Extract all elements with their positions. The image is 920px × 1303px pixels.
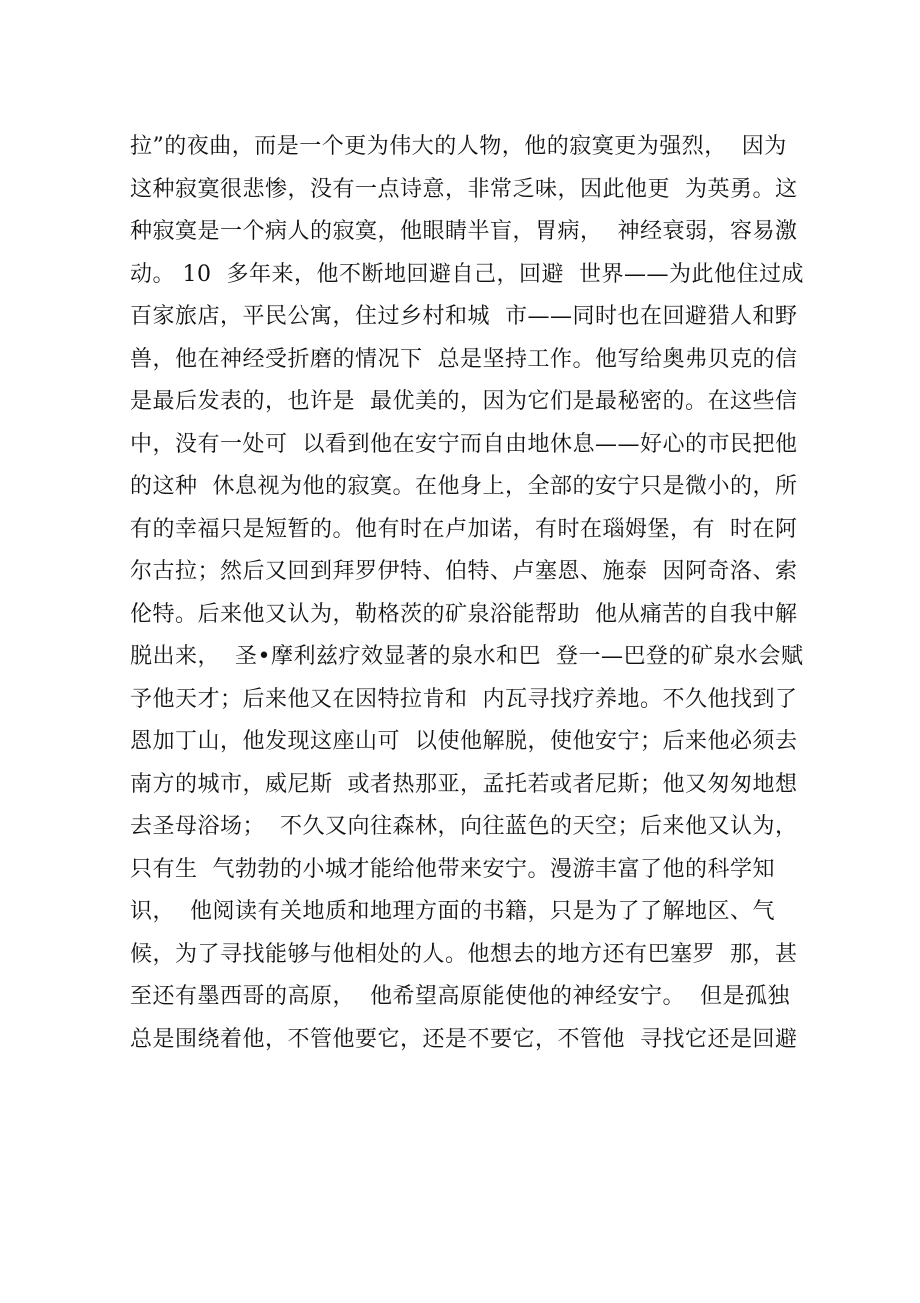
text-line: 有的幸福只是短暂的。他有时在卢加诺，有时在瑙姆堡，有 时在阿 — [130, 516, 798, 542]
text-line: 候，为了寻找能够与他相处的人。他想去的地方还有巴塞罗 那，甚 — [130, 941, 798, 967]
text-line: 拉”的夜曲，而是一个更为伟大的人物，他的寂寞更为强烈， 因为 — [130, 134, 787, 159]
text-line: 总是围绕着他，不管他要它，还是不要它，不管他 寻找它还是回避 — [130, 1026, 798, 1052]
text-line: 动。 10 多年来，他不断地回避自己，回避 世界——为此他住过成 — [130, 261, 804, 287]
text-line: 中，没有一处可 以看到他在安宁而自由地休息——好心的市民把他 — [130, 431, 798, 457]
text-line: 脱出来， 圣•摩利兹疗效显著的泉水和巴 登一—巴登的矿泉水会赋 — [130, 644, 804, 669]
text-line: 只有生 气勃勃的小城才能给他带来安宁。漫游丰富了他的科学知 — [130, 856, 775, 882]
text-line: 南方的城市，威尼斯 或者热那亚，孟托若或者尼斯；他又匆匆地想 — [130, 771, 798, 797]
text-line: 这种寂寞很悲惨，没有一点诗意，非常乏味，因此他更 为英勇。这 — [130, 176, 798, 202]
text-line: 至还有墨西哥的高原， 他希望高原能使他的神经安宁。 但是孤独 — [130, 984, 790, 1009]
text-line: 识， 他阅读有关地质和地理方面的书籍，只是为了了解地区、气 — [130, 899, 775, 924]
body-text — [130, 126, 810, 1061]
text-line: 的这种 休息视为他的寂寞。在他身上，全部的安宁只是微小的，所 — [130, 474, 798, 499]
text-line: 去圣母浴场； 不久又向往森林，向往蓝色的天空；后来他又认为， — [130, 814, 798, 839]
text-line: 尔古拉；然后又回到拜罗伊特、伯特、卢塞恩、施泰 因阿奇洛、索 — [130, 559, 798, 584]
text-line: 种寂寞是一个病人的寂寞，他眼睛半盲，胃病， 神经衰弱，容易激 — [130, 219, 798, 244]
text-line: 恩加丁山，他发现这座山可 以使他解脱，使他安宁；后来他必须去 — [130, 729, 798, 754]
text-line: 兽，他在神经受折磨的情况下 总是坚持工作。他写给奥弗贝克的信 — [130, 346, 798, 372]
text-line: 百家旅店，平民公寓，住过乡村和城 市——同时也在回避猎人和野 — [130, 304, 798, 329]
text-line: 予他天才；后来他又在因特拉肯和 内瓦寻找疗养地。不久他找到了 — [130, 686, 798, 712]
text-line: 是最后发表的，也许是 最优美的，因为它们是最秘密的。在这些信 — [130, 389, 798, 414]
text-line: 伦特。后来他又认为，勒格茨的矿泉浴能帮助 他从痛苦的自我中解 — [130, 601, 798, 627]
